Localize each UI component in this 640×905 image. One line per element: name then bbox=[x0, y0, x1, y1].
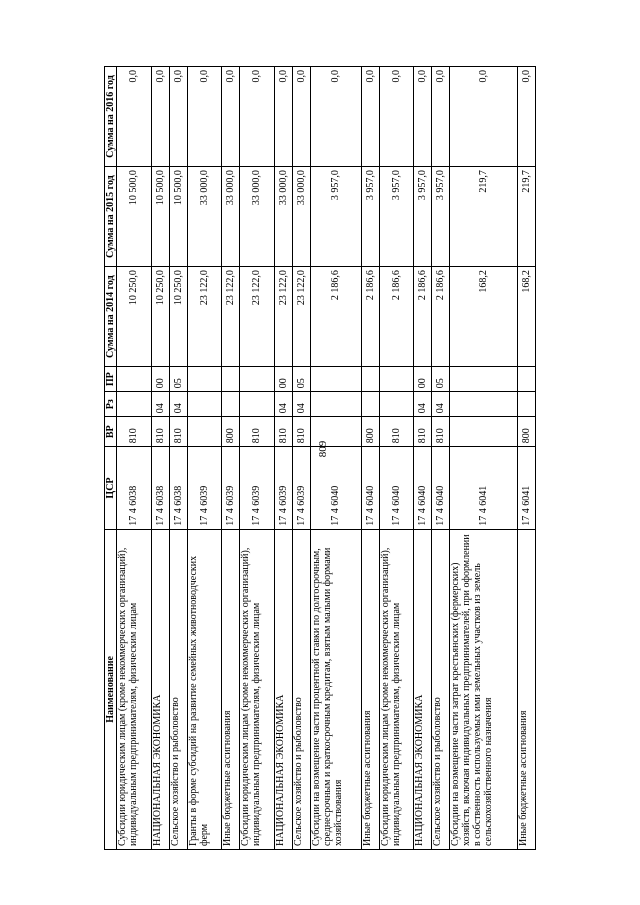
row-vr bbox=[187, 417, 222, 447]
row-csr: 17 4 6039 bbox=[292, 447, 310, 530]
row-rz: 04 bbox=[432, 392, 450, 417]
row-sum-2014: 2 186,6 bbox=[379, 267, 414, 367]
row-pr: 05 bbox=[292, 367, 310, 392]
row-csr: 17 4 6040 bbox=[310, 447, 361, 530]
row-name: НАЦИОНАЛЬНАЯ ЭКОНОМИКА bbox=[414, 529, 432, 849]
row-sum-2014: 23 122,0 bbox=[187, 267, 222, 367]
page-number: 809 bbox=[317, 440, 329, 458]
table-row bbox=[292, 67, 310, 850]
row-sum-2015: 33 000,0 bbox=[222, 167, 240, 267]
row-rz: 04 bbox=[292, 392, 310, 417]
row-rz bbox=[187, 392, 222, 417]
row-rz bbox=[117, 392, 152, 417]
row-sum-2015: 10 500,0 bbox=[151, 167, 169, 267]
row-name: Субсидии юридическим лицам (кроме некоммерческих организаций), индивидуальным предпринимателям, физическим лицам bbox=[117, 529, 152, 849]
row-sum-2015: 3 957,0 bbox=[310, 167, 361, 267]
table-row bbox=[274, 67, 292, 850]
header-name: Наименование bbox=[105, 529, 117, 849]
row-rz: 04 bbox=[151, 392, 169, 417]
row-name: Субсидии юридическим лицам (кроме некоммерческих организаций), индивидуальным предпринимателям, физическим лицам bbox=[240, 529, 275, 849]
row-pr: 05 bbox=[432, 367, 450, 392]
row-csr: 17 4 6039 bbox=[240, 447, 275, 530]
row-vr: 810 bbox=[117, 417, 152, 447]
table-row bbox=[222, 67, 240, 850]
table-header-row bbox=[105, 67, 117, 850]
row-rz: 04 bbox=[169, 392, 187, 417]
header-pr: ПР bbox=[105, 367, 117, 392]
row-name: НАЦИОНАЛЬНАЯ ЭКОНОМИКА bbox=[151, 529, 169, 849]
row-rz bbox=[361, 392, 379, 417]
budget-table-container bbox=[104, 66, 536, 850]
header-csr: ЦСР bbox=[105, 447, 117, 530]
header-sum-2014: Сумма на 2014 год bbox=[105, 267, 117, 367]
row-sum-2015: 33 000,0 bbox=[240, 167, 275, 267]
row-name: Иные бюджетные ассигнования bbox=[517, 529, 535, 849]
row-vr bbox=[310, 417, 361, 447]
row-sum-2016: 0,0 bbox=[292, 67, 310, 167]
row-sum-2016: 0,0 bbox=[517, 67, 535, 167]
row-sum-2015: 33 000,0 bbox=[187, 167, 222, 267]
table-row bbox=[169, 67, 187, 850]
row-name: Иные бюджетные ассигнования bbox=[222, 529, 240, 849]
row-name: Гранты в форме субсидий на развитие семейных животноводческих ферм bbox=[187, 529, 222, 849]
row-vr: 810 bbox=[240, 417, 275, 447]
row-rz bbox=[517, 392, 535, 417]
row-sum-2015: 3 957,0 bbox=[414, 167, 432, 267]
row-sum-2016: 0,0 bbox=[187, 67, 222, 167]
row-csr: 17 4 6040 bbox=[379, 447, 414, 530]
row-sum-2016: 0,0 bbox=[169, 67, 187, 167]
row-sum-2014: 2 186,6 bbox=[432, 267, 450, 367]
row-pr: 05 bbox=[169, 367, 187, 392]
row-sum-2016: 0,0 bbox=[414, 67, 432, 167]
row-sum-2015: 3 957,0 bbox=[432, 167, 450, 267]
row-sum-2014: 23 122,0 bbox=[222, 267, 240, 367]
row-name: Иные бюджетные ассигнования bbox=[361, 529, 379, 849]
row-sum-2015: 3 957,0 bbox=[379, 167, 414, 267]
table-row bbox=[379, 67, 414, 850]
row-csr: 17 4 6039 bbox=[222, 447, 240, 530]
row-name: Сельское хозяйство и рыболовство bbox=[169, 529, 187, 849]
row-csr: 17 4 6039 bbox=[187, 447, 222, 530]
table-row bbox=[117, 67, 152, 850]
row-pr bbox=[187, 367, 222, 392]
header-sum-2016: Сумма на 2016 год bbox=[105, 67, 117, 167]
row-vr: 800 bbox=[222, 417, 240, 447]
row-sum-2015: 10 500,0 bbox=[117, 167, 152, 267]
row-csr: 17 4 6040 bbox=[414, 447, 432, 530]
row-sum-2014: 10 250,0 bbox=[169, 267, 187, 367]
row-rz bbox=[450, 392, 518, 417]
row-csr: 17 4 6040 bbox=[432, 447, 450, 530]
row-rz: 04 bbox=[414, 392, 432, 417]
row-csr: 17 4 6041 bbox=[517, 447, 535, 530]
table-row bbox=[517, 67, 535, 850]
row-csr: 17 4 6038 bbox=[117, 447, 152, 530]
row-vr: 800 bbox=[517, 417, 535, 447]
row-sum-2014: 2 186,6 bbox=[361, 267, 379, 367]
row-rz bbox=[222, 392, 240, 417]
row-pr: 00 bbox=[151, 367, 169, 392]
row-sum-2014: 2 186,6 bbox=[414, 267, 432, 367]
row-sum-2015: 219,7 bbox=[450, 167, 518, 267]
row-sum-2014: 10 250,0 bbox=[117, 267, 152, 367]
row-vr: 810 bbox=[274, 417, 292, 447]
row-csr: 17 4 6038 bbox=[169, 447, 187, 530]
row-sum-2014: 10 250,0 bbox=[151, 267, 169, 367]
row-pr bbox=[450, 367, 518, 392]
row-rz bbox=[240, 392, 275, 417]
row-sum-2016: 0,0 bbox=[361, 67, 379, 167]
row-name: Сельское хозяйство и рыболовство bbox=[292, 529, 310, 849]
table-body bbox=[117, 67, 536, 850]
row-pr bbox=[240, 367, 275, 392]
row-sum-2015: 33 000,0 bbox=[274, 167, 292, 267]
row-sum-2016: 0,0 bbox=[450, 67, 518, 167]
row-sum-2016: 0,0 bbox=[432, 67, 450, 167]
header-vr: ВР bbox=[105, 417, 117, 447]
table-row bbox=[361, 67, 379, 850]
budget-table bbox=[104, 66, 536, 850]
row-sum-2015: 33 000,0 bbox=[292, 167, 310, 267]
table-row bbox=[187, 67, 222, 850]
row-sum-2014: 23 122,0 bbox=[292, 267, 310, 367]
row-sum-2016: 0,0 bbox=[151, 67, 169, 167]
row-vr: 810 bbox=[169, 417, 187, 447]
row-rz bbox=[379, 392, 414, 417]
row-vr: 810 bbox=[414, 417, 432, 447]
row-sum-2015: 3 957,0 bbox=[361, 167, 379, 267]
row-pr: 00 bbox=[414, 367, 432, 392]
row-name: Сельское хозяйство и рыболовство bbox=[432, 529, 450, 849]
row-sum-2016: 0,0 bbox=[310, 67, 361, 167]
row-sum-2014: 23 122,0 bbox=[274, 267, 292, 367]
row-vr: 810 bbox=[292, 417, 310, 447]
row-rz: 04 bbox=[274, 392, 292, 417]
row-sum-2015: 219,7 bbox=[517, 167, 535, 267]
row-pr bbox=[222, 367, 240, 392]
row-name: НАЦИОНАЛЬНАЯ ЭКОНОМИКА bbox=[274, 529, 292, 849]
row-vr: 810 bbox=[432, 417, 450, 447]
row-name: Субсидии на возмещение части затрат крестьянских (фермерских) хозяйств, включая индивидуальных предпринимателей, при оформлении в собственность используемых ими земельных участков из земель сельскохозяйственного назначения bbox=[450, 529, 518, 849]
row-csr: 17 4 6041 bbox=[450, 447, 518, 530]
row-sum-2016: 0,0 bbox=[379, 67, 414, 167]
row-pr bbox=[379, 367, 414, 392]
row-sum-2014: 168,2 bbox=[517, 267, 535, 367]
row-csr: 17 4 6038 bbox=[151, 447, 169, 530]
row-sum-2016: 0,0 bbox=[274, 67, 292, 167]
header-sum-2015: Сумма на 2015 год bbox=[105, 167, 117, 267]
row-vr: 800 bbox=[361, 417, 379, 447]
row-sum-2014: 23 122,0 bbox=[240, 267, 275, 367]
header-rz: Рз bbox=[105, 392, 117, 417]
row-sum-2016: 0,0 bbox=[117, 67, 152, 167]
table-row bbox=[151, 67, 169, 850]
row-csr: 17 4 6040 bbox=[361, 447, 379, 530]
table-row bbox=[432, 67, 450, 850]
row-vr bbox=[450, 417, 518, 447]
row-sum-2014: 2 186,6 bbox=[310, 267, 361, 367]
row-pr bbox=[361, 367, 379, 392]
row-rz bbox=[310, 392, 361, 417]
row-pr bbox=[117, 367, 152, 392]
row-pr bbox=[517, 367, 535, 392]
row-sum-2014: 168,2 bbox=[450, 267, 518, 367]
table-row bbox=[240, 67, 275, 850]
row-sum-2016: 0,0 bbox=[240, 67, 275, 167]
table-row bbox=[450, 67, 518, 850]
row-sum-2015: 10 500,0 bbox=[169, 167, 187, 267]
row-vr: 810 bbox=[151, 417, 169, 447]
row-pr bbox=[310, 367, 361, 392]
row-name: Субсидии на возмещение части процентной ставки по долгосрочным, среднесрочным и краткосрочным кредитам, взятым малыми формами хозяйствования bbox=[310, 529, 361, 849]
row-csr: 17 4 6039 bbox=[274, 447, 292, 530]
table-row bbox=[414, 67, 432, 850]
table-row bbox=[310, 67, 361, 850]
row-name: Субсидии юридическим лицам (кроме некоммерческих организаций), индивидуальным предпринимателям, физическим лицам bbox=[379, 529, 414, 849]
row-vr: 810 bbox=[379, 417, 414, 447]
row-sum-2016: 0,0 bbox=[222, 67, 240, 167]
row-pr: 00 bbox=[274, 367, 292, 392]
